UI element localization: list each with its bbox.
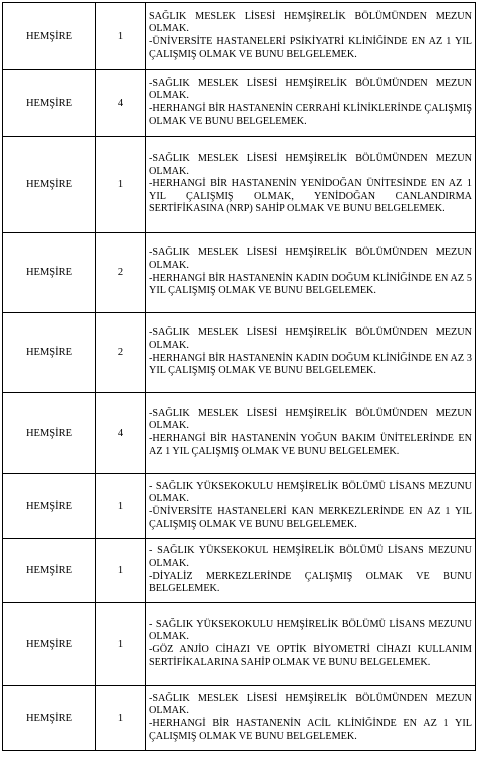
requirement-text: -ÜNİVERSİTE HASTANELERİ PSİKİYATRİ KLİNİĞİNDE EN AZ 1 YIL ÇALIŞMIŞ OLMAK VE BUNU BELGELEMEK.	[149, 36, 472, 60]
count-cell: 2	[96, 313, 146, 393]
requirement-text: -GÖZ ANJİO CİHAZI VE OPTİK BİYOMETRİ CİHAZI KULLANIM SERTİFİKALARINA SAHİP OLMAK VE BUNU BELGELEMEK.	[149, 644, 472, 668]
requirement-text: -HERHANGİ BİR HASTANENİN CERRAHİ KLİNİKLERİNDE ÇALIŞMIŞ OLMAK VE BUNU BELGELEMEK.	[149, 103, 472, 127]
requirement-text: -HERHANGİ BİR HASTANENİN YOĞUN BAKIM ÜNİTELERİNDE EN AZ 1 YIL ÇALIŞMIŞ OLMAK VE BUNU BELGELEMEK.	[149, 433, 472, 457]
requirement-text: - SAĞLIK YÜKSEKOKULU HEMŞİRELİK BÖLÜMÜ LİSANS MEZUNU OLMAK.	[149, 618, 472, 643]
requirements-cell	[146, 474, 476, 539]
table-row	[3, 686, 476, 751]
requirements-cell	[146, 686, 476, 751]
count-cell: 4	[96, 393, 146, 474]
position-cell: HEMŞİRE	[3, 233, 96, 313]
position-cell: HEMŞİRE	[3, 603, 96, 686]
requirement-text: - SAĞLIK YÜKSEKOKUL HEMŞİRELİK BÖLÜMÜ LİSANS MEZUNU OLMAK.	[149, 545, 472, 569]
position-cell: HEMŞİRE	[3, 539, 96, 603]
table-row	[3, 137, 476, 233]
requirement-text: -HERHANGİ BİR HASTANENİN YENİDOĞAN ÜNİTESİNDE EN AZ 1 YIL ÇALIŞMIŞ OLMAK, YENİDOĞAN CANLANDIRMA SERTİFİKASINA (NRP) SAHİP OLMAK VE BUNU BELGELEMEK.	[149, 178, 472, 215]
count-cell: 4	[96, 70, 146, 137]
table-row	[3, 474, 476, 539]
requirement-text: - SAĞLIK YÜKSEKOKULU HEMŞİRELİK BÖLÜMÜ LİSANS MEZUNU OLMAK.	[149, 480, 472, 505]
position-cell: HEMŞİRE	[3, 137, 96, 233]
requirement-text: -SAĞLIK MESLEK LİSESİ HEMŞİRELİK BÖLÜMÜNDEN MEZUN OLMAK.	[149, 327, 472, 351]
requirement-text: SAĞLIK MESLEK LİSESİ HEMŞİRELİK BÖLÜMÜNDEN MEZUN OLMAK.	[149, 10, 472, 35]
table-row	[3, 233, 476, 313]
table-row	[3, 313, 476, 393]
position-cell: HEMŞİRE	[3, 70, 96, 137]
table-row	[3, 393, 476, 474]
requirement-text: -HERHANGİ BİR HASTANENİN KADIN DOĞUM KLİNİĞİNDE EN AZ 5 YIL ÇALIŞMIŞ OLMAK VE BUNU BELGELEMEK.	[149, 272, 472, 297]
requirements-cell	[146, 603, 476, 686]
count-cell: 2	[96, 233, 146, 313]
table-body	[3, 3, 476, 751]
requirement-text: -HERHANGİ BİR HASTANENİN ACİL KLİNİĞİNDE EN AZ 1 YIL ÇALIŞMIŞ OLMAK VE BUNU BELGELEMEK.	[149, 718, 472, 742]
count-cell: 1	[96, 686, 146, 751]
count-cell: 1	[96, 474, 146, 539]
requirement-text: -SAĞLIK MESLEK LİSESİ HEMŞİRELİK BÖLÜMÜNDEN MEZUN OLMAK.	[149, 247, 472, 271]
requirement-text: -SAĞLIK MESLEK LİSESİ HEMŞİRELİK BÖLÜMÜNDEN MEZUN OLMAK.	[149, 407, 472, 432]
count-cell: 1	[96, 3, 146, 70]
requirement-text: -ÜNİVERSİTE HASTANELERİ KAN MERKEZLERİNDE EN AZ 1 YIL ÇALIŞMIŞ OLMAK VE BUNU BELGELEMEK.	[149, 506, 472, 530]
requirements-cell	[146, 70, 476, 137]
count-cell: 1	[96, 539, 146, 603]
requirements-cell	[146, 3, 476, 70]
requirements-cell	[146, 137, 476, 233]
position-cell: HEMŞİRE	[3, 3, 96, 70]
requirement-text: -HERHANGİ BİR HASTANENİN KADIN DOĞUM KLİNİĞİNDE EN AZ 3 YIL ÇALIŞMIŞ OLMAK VE BUNU BELGELEMEK.	[149, 352, 472, 377]
requirements-cell	[146, 539, 476, 603]
count-cell: 1	[96, 137, 146, 233]
position-cell: HEMŞİRE	[3, 474, 96, 539]
requirement-text: -DİYALİZ MERKEZLERİNDE ÇALIŞMIŞ OLMAK VE BUNU BELGELEMEK.	[149, 570, 472, 595]
table-row	[3, 539, 476, 603]
position-cell: HEMŞİRE	[3, 686, 96, 751]
requirements-cell	[146, 313, 476, 393]
table-row	[3, 3, 476, 70]
requirement-text: -SAĞLIK MESLEK LİSESİ HEMŞİRELİK BÖLÜMÜNDEN MEZUN OLMAK.	[149, 692, 472, 717]
count-cell: 1	[96, 603, 146, 686]
requirement-text: -SAĞLIK MESLEK LİSESİ HEMŞİRELİK BÖLÜMÜNDEN MEZUN OLMAK.	[149, 153, 472, 177]
requirements-cell	[146, 393, 476, 474]
table-row	[3, 603, 476, 686]
job-requirements-table	[2, 2, 476, 751]
position-cell: HEMŞİRE	[3, 393, 96, 474]
requirements-cell	[146, 233, 476, 313]
requirement-text: -SAĞLIK MESLEK LİSESİ HEMŞİRELİK BÖLÜMÜNDEN MEZUN OLMAK.	[149, 77, 472, 102]
table-row	[3, 70, 476, 137]
position-cell: HEMŞİRE	[3, 313, 96, 393]
